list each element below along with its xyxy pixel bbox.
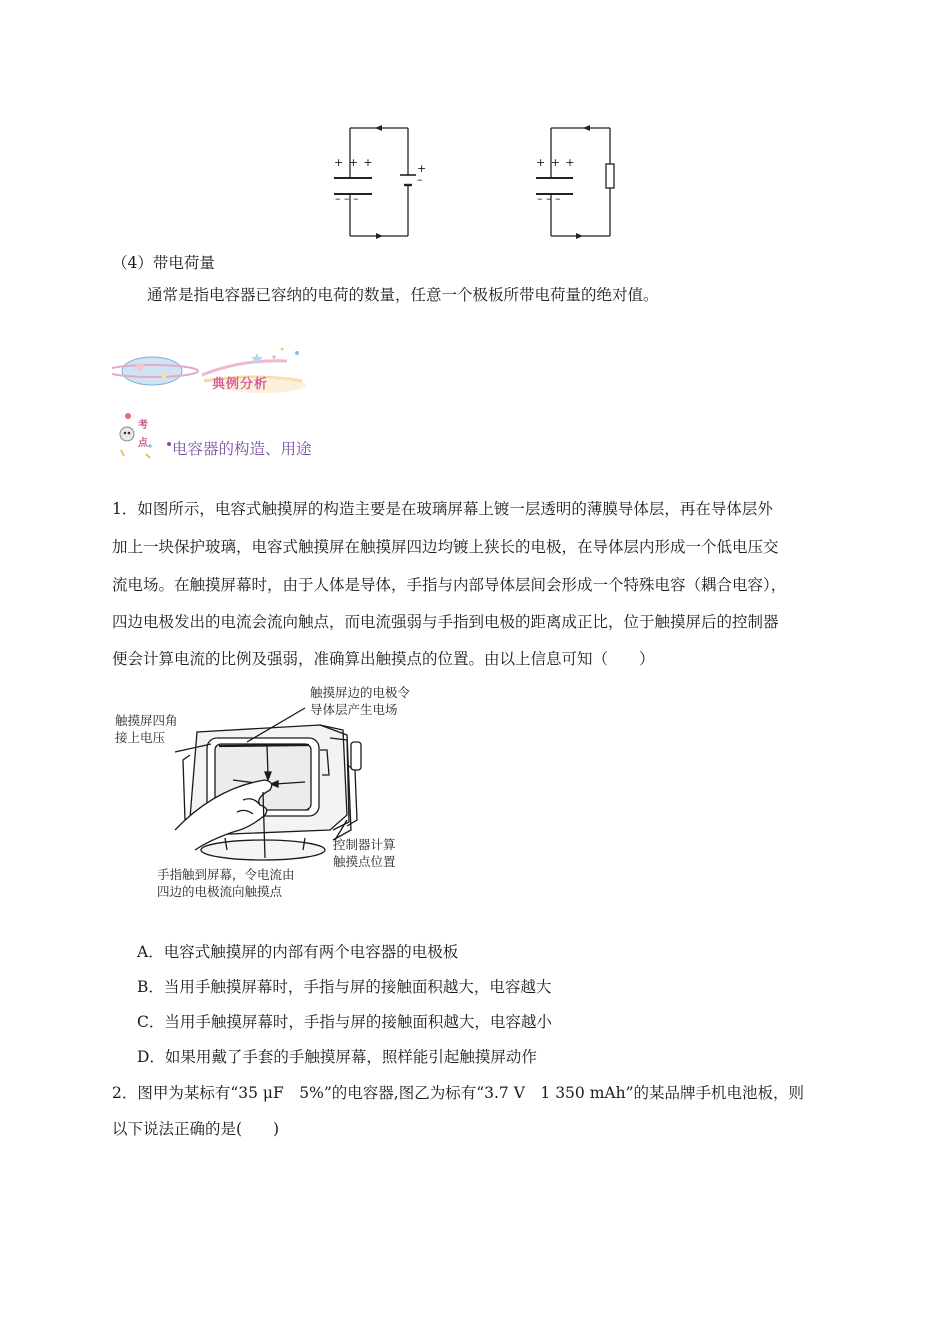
- q1-line: 四边电极发出的电流会流向触点，而电流强弱与手指到电极的距离成正比，位于触摸屏后的控制器: [112, 613, 779, 631]
- q1-line: 加上一块保护玻璃，电容式触摸屏在触摸屏四边均镀上狭长的电极，在导体层内形成一个低电压交: [112, 538, 779, 556]
- q1-line: 便会计算电流的比例及强弱，准确算出触摸点的位置。由以上信息可知（ ）: [112, 650, 655, 668]
- circuit-diagram-left: [325, 120, 445, 245]
- figure-label: 接上电压: [115, 730, 166, 745]
- figure-label: 控制器计算: [333, 837, 396, 852]
- figure-label: 触摸屏四角: [115, 713, 178, 728]
- plate-positive-charges: + + +: [536, 156, 576, 169]
- battery-negative-sign: –: [417, 173, 423, 186]
- figure-label: 触摸屏边的电极令: [310, 685, 411, 700]
- topic-title: 电容器的构造、用途: [172, 440, 312, 458]
- plate-negative-charges: – – –: [335, 192, 359, 205]
- figure-label: 导体层产生电场: [310, 702, 398, 717]
- kaodian-char: 点: [138, 438, 148, 449]
- topic-bullet: [167, 442, 171, 446]
- q1-line: 1．如图所示，电容式触摸屏的构造主要是在玻璃屏幕上镀一层透明的薄膜导体层，再在导体层外: [112, 500, 773, 518]
- example-analysis-banner: [112, 345, 322, 405]
- option-b: B．当用手触摸屏幕时，手指与屏的接触面积越大，电容越大: [137, 978, 552, 996]
- section-heading: （4）带电荷量: [112, 254, 215, 272]
- option-a: A．电容式触摸屏的内部有两个电容器的电极板: [137, 943, 459, 961]
- option-d: D．如果用戴了手套的手触摸屏幕，照样能引起触摸屏动作: [137, 1048, 537, 1066]
- section-body: 通常是指电容器已容纳的电荷的数量，任意一个极板所带电荷量的绝对值。: [147, 286, 659, 304]
- figure-label: 四边的电极流向触摸点: [157, 884, 283, 899]
- q1-line: 流电场。在触摸屏幕时，由于人体是导体，手指与内部导体层间会形成一个特殊电容（耦合电容），: [112, 576, 787, 594]
- q2-line: 以下说法正确的是( ): [112, 1120, 280, 1138]
- q2-line: 2．图甲为某标有“35 μF 5%”的电容器,图乙为标有“3.7 V 1 350 mAh”的某品牌手机电池板，则: [112, 1084, 804, 1102]
- figure-label: 手指触到屏幕，令电流由: [157, 867, 295, 882]
- figure-label: 触摸点位置: [333, 854, 396, 869]
- circuit-capacitor-resistor: [527, 120, 627, 245]
- plate-positive-charges: + + +: [334, 156, 374, 169]
- kaodian-icon: [116, 410, 156, 466]
- touchscreen-figure: [115, 680, 415, 900]
- banner-title: 典例分析: [212, 377, 269, 392]
- kaodian-char: 考: [138, 420, 148, 431]
- option-c: C．当用手触摸屏幕时，手指与屏的接触面积越大，电容越小: [137, 1013, 552, 1031]
- battery-positive-sign: +: [417, 162, 427, 175]
- circuit-diagram-right: [527, 120, 627, 245]
- circuit-capacitor-battery: [325, 120, 445, 245]
- plate-negative-charges: – – –: [537, 192, 561, 205]
- kaodian-badge: [116, 410, 156, 466]
